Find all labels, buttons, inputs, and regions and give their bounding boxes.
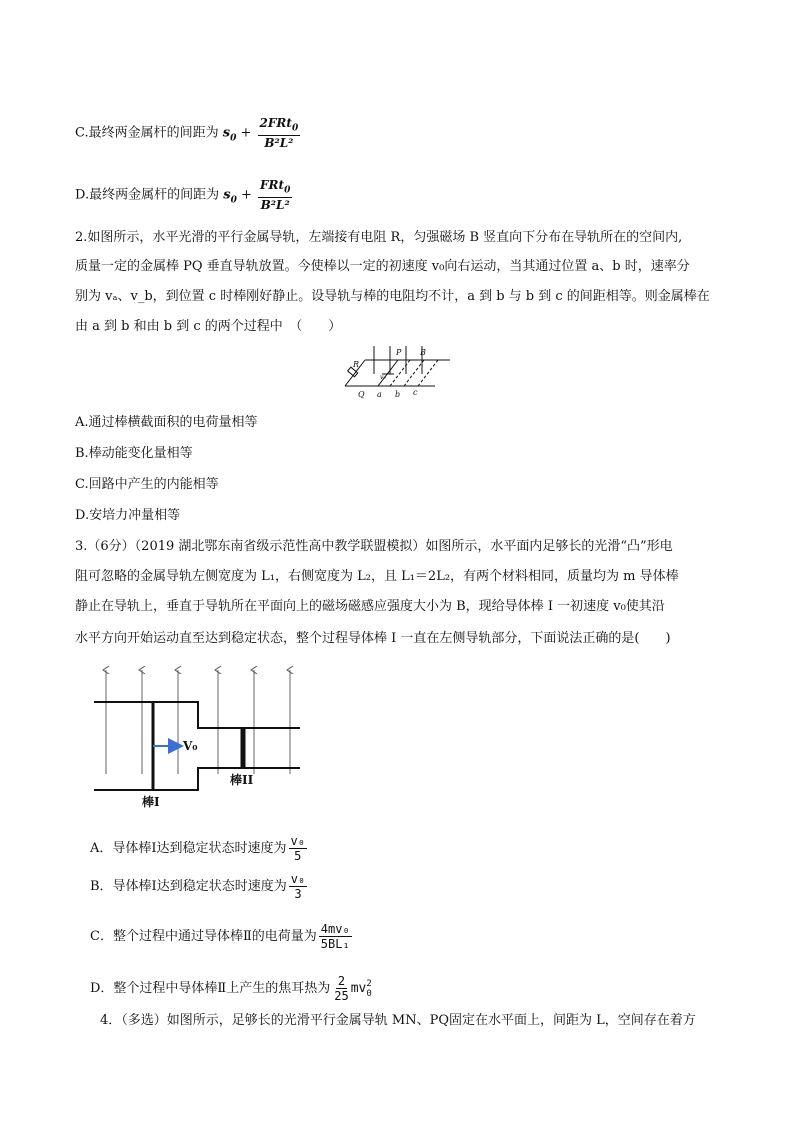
q2-line-1: 2.如图所示，水平光滑的平行金属导轨，左端接有电阻 R，匀强磁场 B 竖直向下分布在导轨所在的空间内, <box>75 230 683 245</box>
q1-option-d-num: FRt <box>260 178 285 192</box>
q3-option-c-num: 4mv₀ <box>320 922 350 936</box>
q2-rail-diagram <box>340 344 460 402</box>
q1-option-c-s-sub: 0 <box>230 133 237 144</box>
q1-option-d-fraction <box>258 178 292 212</box>
q2-option-b: B.棒动能变化量相等 <box>75 446 193 461</box>
q3-option-b <box>90 872 307 901</box>
q1-option-c-den: B²L² <box>264 136 294 151</box>
q3-option-a <box>90 834 307 863</box>
q1-option-d <box>75 178 292 212</box>
q2-fig-label-q: Q <box>358 390 365 399</box>
q3-option-c-fraction <box>319 922 352 951</box>
q3-option-d <box>90 974 372 1003</box>
q3-line-3: 静止在导轨上，垂直于导轨所在平面向上的磁场磁感应强度大小为 B，现给导体棒 I 一初速度 v₀使其沿 <box>75 599 665 614</box>
q3-option-d-tail-sup: 2 <box>366 978 372 989</box>
q1-option-d-den: B²L² <box>260 198 290 213</box>
q3-option-b-den: 3 <box>294 887 302 901</box>
q1-option-c-plus: + <box>240 125 252 141</box>
q3-option-d-num: 2 <box>337 974 346 988</box>
q1-option-c-num-sub: 0 <box>291 123 299 134</box>
q3-option-d-tail: mv <box>350 981 367 996</box>
q1-option-c-fraction <box>258 116 301 150</box>
q1-option-d-s: s <box>223 187 231 203</box>
q3-option-a-num: v₀ <box>290 834 305 848</box>
q2-fig-label-a: a <box>377 390 382 399</box>
q3-option-d-tail-sub: 0 <box>366 988 372 999</box>
q2-option-c: C.回路中产生的内能相等 <box>75 477 219 492</box>
q3-fig-label-rod1: 棒I <box>142 795 160 809</box>
q1-option-c-num: 2FRt <box>259 116 292 130</box>
q2-line-4: 由 a 到 b 和由 b 到 c 的两个过程中 （ ） <box>75 319 342 334</box>
q3-fig-label-rod2: 棒II <box>230 773 254 787</box>
q1-option-d-plus: + <box>240 187 252 203</box>
q3-line-2: 阻可忽略的金属导轨左侧宽度为 L₁，右侧宽度为 L₂，且 L₁＝2L₂，有两个材料相同，质量均为 m 导体棒 <box>75 569 679 584</box>
q3-option-a-text: A．导体棒Ⅰ达到稳定状态时速度为 <box>90 841 287 856</box>
q2-fig-label-c: c <box>413 388 418 397</box>
q3-option-d-den: 25 <box>334 989 349 1003</box>
q1-option-c-s: s <box>222 125 231 141</box>
q3-option-a-den: 5 <box>294 849 302 863</box>
q3-convex-rail-diagram <box>90 662 310 812</box>
q4-line-1: 4．（多选）如图所示，足够长的光滑平行金属导轨 MN、PQ固定在水平面上，间距为 L，空间存在着方 <box>100 1013 696 1028</box>
q3-line-1: 3.（6分）（2019 湖北鄂东南省级示范性高中教学联盟模拟）如图所示，水平面内足够长的光滑“凸”形电 <box>75 539 673 554</box>
q1-option-d-num-sub: 0 <box>284 185 291 196</box>
q3-option-b-fraction <box>289 872 307 901</box>
q1-option-c <box>75 116 300 150</box>
q3-option-d-text: D．整个过程中导体棒Ⅱ上产生的焦耳热为 <box>90 981 331 996</box>
q2-option-d: D.安培力冲量相等 <box>75 508 181 523</box>
q2-line-3: 别为 vₐ、v_b，到位置 c 时棒刚好静止。设导轨与棒的电阻均不计，a 到 b 与 b 到 c 的间距相等。则金属棒在 <box>75 289 710 304</box>
q3-option-a-fraction <box>289 834 307 863</box>
q2-option-a: A.通过棒横截面积的电荷量相等 <box>75 415 258 430</box>
q2-fig-label-b: B <box>420 348 426 357</box>
q2-line-2: 质量一定的金属棒 PQ 垂直导轨放置。今使棒以一定的初速度 v₀向右运动，当其通过位置 a、b 时，速率分 <box>75 259 690 274</box>
q2-fig-label-v0: v₀ <box>380 374 386 381</box>
q3-line-4: 水平方向开始运动直至达到稳定状态，整个过程导体棒 I 一直在左侧导轨部分，下面说法正确的是( ) <box>75 631 671 646</box>
q1-option-c-text: C.最终两金属杆的间距为 <box>75 125 219 141</box>
q3-option-b-num: v₀ <box>290 872 306 886</box>
q3-option-b-text: B．导体棒Ⅰ达到稳定状态时速度为 <box>90 879 287 894</box>
q2-fig-label-b-pos: b <box>395 390 401 399</box>
q2-fig-label-p: P <box>396 348 402 357</box>
q1-option-d-s-sub: 0 <box>230 195 237 206</box>
q2-fig-label-r: R <box>353 360 360 369</box>
q3-fig-label-v0: V₀ <box>183 739 198 753</box>
q3-option-c <box>90 922 352 951</box>
q3-option-d-fraction <box>332 974 350 1003</box>
q3-option-c-den: 5BL₁ <box>320 937 350 951</box>
q1-option-d-text: D.最终两金属杆的间距为 <box>75 187 220 203</box>
q3-option-c-text: C．整个过程中通过导体棒Ⅱ的电荷量为 <box>90 929 317 944</box>
